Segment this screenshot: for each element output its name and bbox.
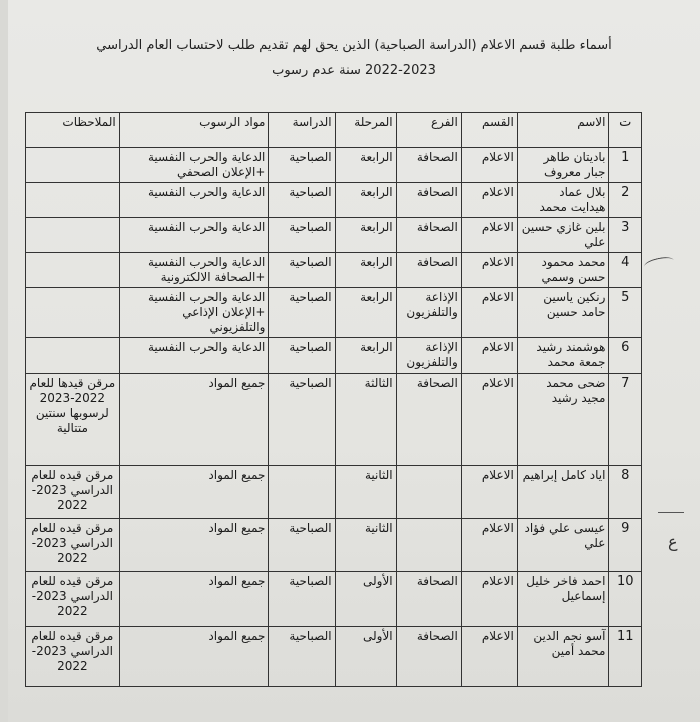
cell-branch: الصحافة bbox=[396, 148, 461, 183]
cell-notes bbox=[26, 218, 120, 253]
pen-stroke-mark bbox=[643, 255, 675, 272]
cell-name: آسو نجم الدين محمد أمين bbox=[517, 627, 609, 687]
table-row bbox=[26, 519, 642, 572]
cell-notes bbox=[26, 288, 120, 338]
cell-stage: الرابعة bbox=[335, 338, 396, 374]
header-no: ت bbox=[609, 113, 642, 148]
header-branch: الفرع bbox=[396, 113, 461, 148]
table-header-row bbox=[26, 113, 642, 148]
cell-stage: الرابعة bbox=[335, 288, 396, 338]
cell-branch: الإذاعة والتلفزيون bbox=[396, 338, 461, 374]
header-dept: القسم bbox=[461, 113, 517, 148]
cell-no: 11 bbox=[609, 627, 642, 687]
cell-subjects: الدعاية والحرب النفسية +الإعلان الصحفي bbox=[119, 148, 269, 183]
cell-name: اياد كامل إبراهيم bbox=[517, 466, 609, 519]
cell-notes: مرقن قيده للعام الدراسي 2023-2022 bbox=[26, 627, 120, 687]
cell-no: 6 bbox=[609, 338, 642, 374]
cell-name: احمد فاخر خليل إسماعيل bbox=[517, 572, 609, 627]
document-title: أسماء طلبة قسم الاعلام (الدراسة الصباحية) الذين يحق لهم تقديم طلب لاحتساب العام الدراسي bbox=[96, 38, 612, 53]
cell-study: الصباحية bbox=[269, 288, 335, 338]
cell-dept: الاعلام bbox=[461, 338, 517, 374]
cell-notes bbox=[26, 183, 120, 218]
cell-stage: الأولى bbox=[335, 627, 396, 687]
cell-study: الصباحية bbox=[269, 519, 335, 572]
table-row bbox=[26, 183, 642, 218]
cell-no: 4 bbox=[609, 253, 642, 288]
cell-dept: الاعلام bbox=[461, 572, 517, 627]
cell-study: الصباحية bbox=[269, 253, 335, 288]
cell-branch: الصحافة bbox=[396, 218, 461, 253]
table-row bbox=[26, 288, 642, 338]
cell-stage: الرابعة bbox=[335, 218, 396, 253]
cell-no: 2 bbox=[609, 183, 642, 218]
cell-study: الصباحية bbox=[269, 218, 335, 253]
cell-stage: الرابعة bbox=[335, 183, 396, 218]
header-study: الدراسة bbox=[269, 113, 335, 148]
cell-notes bbox=[26, 253, 120, 288]
cell-dept: الاعلام bbox=[461, 253, 517, 288]
cell-name: محمد محمود حسن وسمي bbox=[517, 253, 609, 288]
cell-subjects: جميع المواد bbox=[119, 519, 269, 572]
table-row bbox=[26, 572, 642, 627]
cell-dept: الاعلام bbox=[461, 288, 517, 338]
cell-name: عيسى علي فؤاد علي bbox=[517, 519, 609, 572]
cell-no: 3 bbox=[609, 218, 642, 253]
cell-dept: الاعلام bbox=[461, 374, 517, 466]
cell-name: بلين غازي حسين علي bbox=[517, 218, 609, 253]
cell-name: رنكين ياسين حامد حسين bbox=[517, 288, 609, 338]
cell-branch bbox=[396, 519, 461, 572]
header-notes: الملاحظات bbox=[26, 113, 120, 148]
cell-no: 7 bbox=[609, 374, 642, 466]
cell-notes: مرقن قيده للعام الدراسي 2023-2022 bbox=[26, 466, 120, 519]
document-subtitle: 2022-2023 سنة عدم رسوب bbox=[272, 63, 436, 78]
cell-branch: الصحافة bbox=[396, 253, 461, 288]
cell-name: ضحى محمد مجيد رشيد bbox=[517, 374, 609, 466]
table-row bbox=[26, 218, 642, 253]
cell-stage: الرابعة bbox=[335, 148, 396, 183]
cell-branch: الإذاعة والتلفزيون bbox=[396, 288, 461, 338]
cell-subjects: جميع المواد bbox=[119, 374, 269, 466]
cell-branch: الصحافة bbox=[396, 374, 461, 466]
pen-line-mark bbox=[658, 512, 684, 513]
cell-notes: مرقن قيدها للعام 2022-2023 لرسوبها سنتين متتالية bbox=[26, 374, 120, 466]
cell-stage: الثانية bbox=[335, 519, 396, 572]
table-row bbox=[26, 148, 642, 183]
table-row bbox=[26, 627, 642, 687]
cell-no: 1 bbox=[609, 148, 642, 183]
cell-no: 8 bbox=[609, 466, 642, 519]
cell-study: الصباحية bbox=[269, 627, 335, 687]
handwritten-mark: ع bbox=[668, 532, 678, 551]
cell-branch bbox=[396, 466, 461, 519]
cell-study: الصباحية bbox=[269, 183, 335, 218]
header-name: الاسم bbox=[517, 113, 609, 148]
cell-study: الصباحية bbox=[269, 338, 335, 374]
cell-subjects: الدعاية والحرب النفسية bbox=[119, 338, 269, 374]
cell-notes bbox=[26, 148, 120, 183]
cell-name: باديتان طاهر جبار معروف bbox=[517, 148, 609, 183]
cell-study bbox=[269, 466, 335, 519]
header-subjects: مواد الرسوب bbox=[119, 113, 269, 148]
cell-study: الصباحية bbox=[269, 374, 335, 466]
cell-subjects: جميع المواد bbox=[119, 627, 269, 687]
cell-branch: الصحافة bbox=[396, 183, 461, 218]
cell-subjects: الدعاية والحرب النفسية bbox=[119, 183, 269, 218]
cell-stage: الثانية bbox=[335, 466, 396, 519]
cell-no: 10 bbox=[609, 572, 642, 627]
cell-subjects: الدعاية والحرب النفسية +الإعلان الإذاعي والتلفزيوني bbox=[119, 288, 269, 338]
document-page bbox=[8, 0, 700, 722]
cell-name: هوشمند رشيد جمعة محمد bbox=[517, 338, 609, 374]
header-stage: المرحلة bbox=[335, 113, 396, 148]
cell-dept: الاعلام bbox=[461, 627, 517, 687]
cell-stage: الثالثة bbox=[335, 374, 396, 466]
table-row bbox=[26, 253, 642, 288]
cell-notes: مرقن قيده للعام الدراسي 2023-2022 bbox=[26, 572, 120, 627]
cell-branch: الصحافة bbox=[396, 627, 461, 687]
table-row bbox=[26, 338, 642, 374]
students-table bbox=[25, 112, 642, 687]
cell-subjects: جميع المواد bbox=[119, 572, 269, 627]
cell-branch: الصحافة bbox=[396, 572, 461, 627]
cell-name: بلال عماد هيدايت محمد bbox=[517, 183, 609, 218]
cell-dept: الاعلام bbox=[461, 148, 517, 183]
cell-subjects: الدعاية والحرب النفسية +الصحافة الالكترونية bbox=[119, 253, 269, 288]
cell-subjects: الدعاية والحرب النفسية bbox=[119, 218, 269, 253]
cell-notes: مرقن قيده للعام الدراسي 2023-2022 bbox=[26, 519, 120, 572]
cell-dept: الاعلام bbox=[461, 466, 517, 519]
cell-notes bbox=[26, 338, 120, 374]
cell-dept: الاعلام bbox=[461, 183, 517, 218]
table-row bbox=[26, 374, 642, 466]
cell-no: 5 bbox=[609, 288, 642, 338]
cell-study: الصباحية bbox=[269, 572, 335, 627]
cell-stage: الأولى bbox=[335, 572, 396, 627]
cell-dept: الاعلام bbox=[461, 218, 517, 253]
cell-subjects: جميع المواد bbox=[119, 466, 269, 519]
cell-stage: الرابعة bbox=[335, 253, 396, 288]
table-row bbox=[26, 466, 642, 519]
cell-no: 9 bbox=[609, 519, 642, 572]
cell-dept: الاعلام bbox=[461, 519, 517, 572]
cell-study: الصباحية bbox=[269, 148, 335, 183]
